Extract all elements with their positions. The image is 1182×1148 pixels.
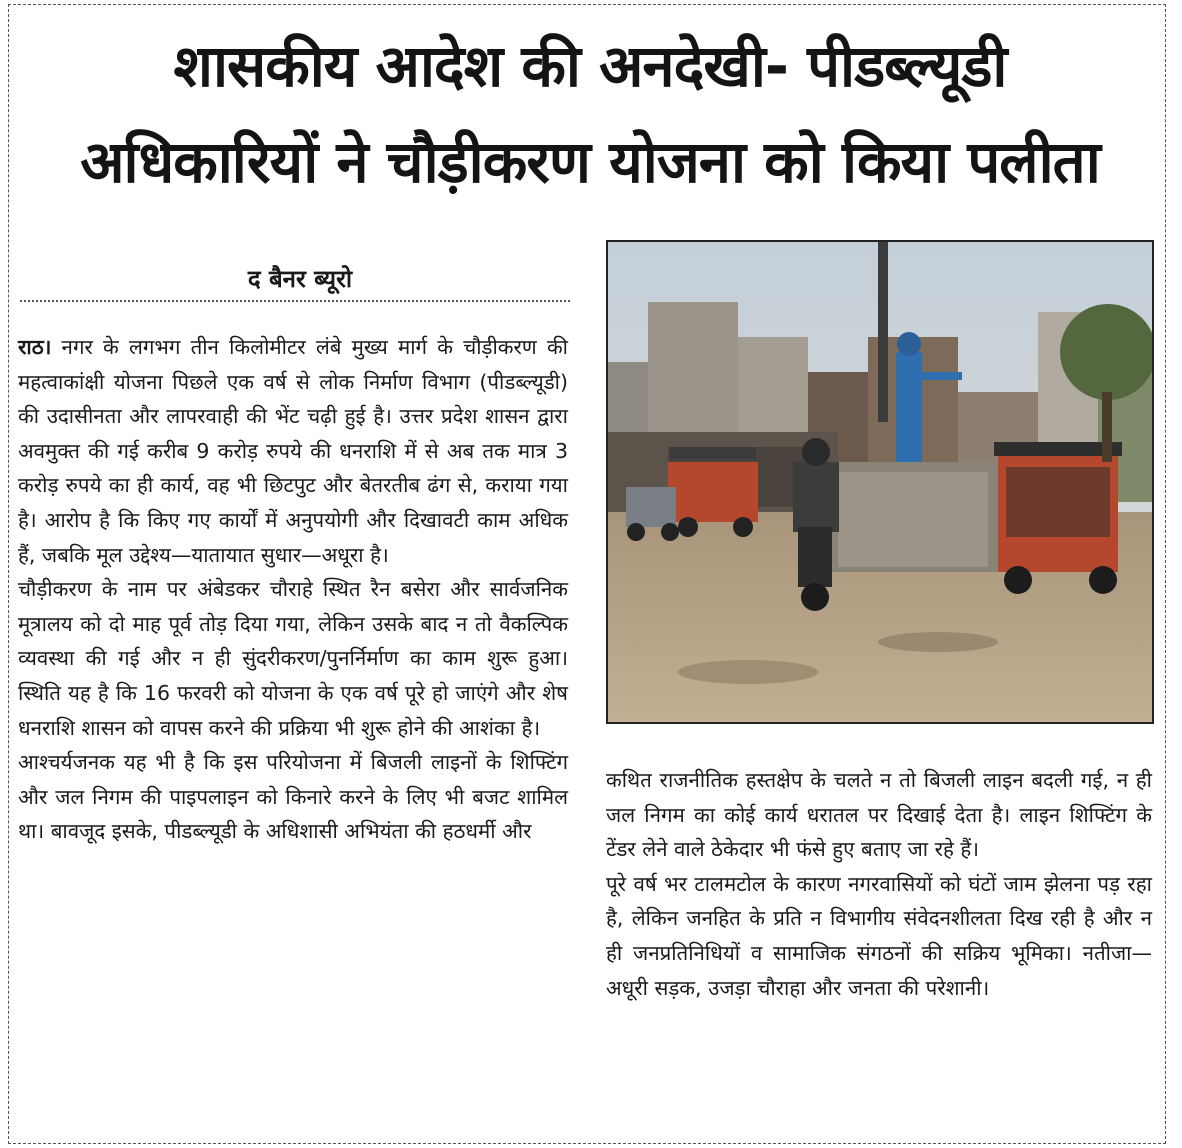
news-photo [606, 240, 1154, 724]
street-scene-image [608, 242, 1152, 722]
article-paragraph: चौड़ीकरण के नाम पर अंबेडकर चौराहे स्थित रैन बसेरा और सार्वजनिक मूत्रालय को दो माह पूर्व तोड़ दिया गया, लेकिन उसके बाद न तो वैकल्पिक व्यवस्था की गई और न ही सुंदरीकरण/पुनर्निर्माण का काम शुरू हुआ। स्थिति यह है कि 16 फरवरी को योजना के एक वर्ष पूरे हो जाएंगे और शेष धनराशि शासन को वापस करने की प्रक्रिया भी शुरू होने की आशंका है। [18, 577, 568, 740]
headline-line-2: अधिकारियों ने चौड़ीकरण योजना को किया पलीता [80, 128, 1100, 196]
article-column-right [606, 763, 1152, 1005]
article-column-left [18, 330, 568, 849]
article-paragraph: पूरे वर्ष भर टालमटोल के कारण नगरवासियों को घंटों जाम झेलना पड़ रहा है, लेकिन जनहित के प्रति न विभागीय संवेदनशीलता दिख रही है और न ही जनप्रतिनिधियों व सामाजिक संगठनों की सक्रिय भूमिका। नतीजा—अधूरी सड़क, उजड़ा चौराहा और जनता की परेशानी। [606, 871, 1152, 1000]
headline [20, 18, 1160, 210]
article-paragraph: आश्चर्यजनक यह भी है कि इस परियोजना में बिजली लाइनों के शिफ्टिंग और जल निगम की पाइपलाइन को किनारे करने के लिए भी बजट शामिल था। बावजूद इसके, पीडब्ल्यूडी के अधिशासी अभियंता की हठधर्मी और [18, 750, 568, 844]
paragraph-text: नगर के लगभग तीन किलोमीटर लंबे मुख्य मार्ग के चौड़ीकरण की महत्वाकांक्षी योजना पिछले एक वर्ष से लोक निर्माण विभाग (पीडब्ल्यूडी) की उदासीनता और लापरवाही की भेंट चढ़ी हुई है। उत्तर प्रदेश शासन द्वारा अवमुक्त की गई करीब 9 करोड़ रुपये की धनराशि में से अब तक मात्र 3 करोड़ रुपये का ही कार्य, वह भी छिटपुट और बेतरतीब ढंग से, कराया गया है। आरोप है कि किए गए कार्यों में अनुपयोगी और दिखावटी काम अधिक हैं, जबकि मूल उद्देश्य—यातायात सुधार—अधूरा है। [18, 335, 568, 567]
byline: द बैनर ब्यूरो [247, 265, 353, 293]
dateline: राठ। [18, 335, 52, 359]
headline-line-1: शासकीय आदेश की अनदेखी- पीडब्ल्यूडी [173, 32, 1007, 100]
byline-divider [20, 300, 570, 302]
article-paragraph: कथित राजनीतिक हस्तक्षेप के चलते न तो बिजली लाइन बदली गई, न ही जल निगम का कोई कार्य धरातल पर दिखाई देता है। लाइन शिफ्टिंग के टेंडर लेने वाले ठेकेदार भी फंसे हुए बताए जा रहे हैं। [606, 768, 1152, 862]
article-paragraph [18, 330, 568, 572]
